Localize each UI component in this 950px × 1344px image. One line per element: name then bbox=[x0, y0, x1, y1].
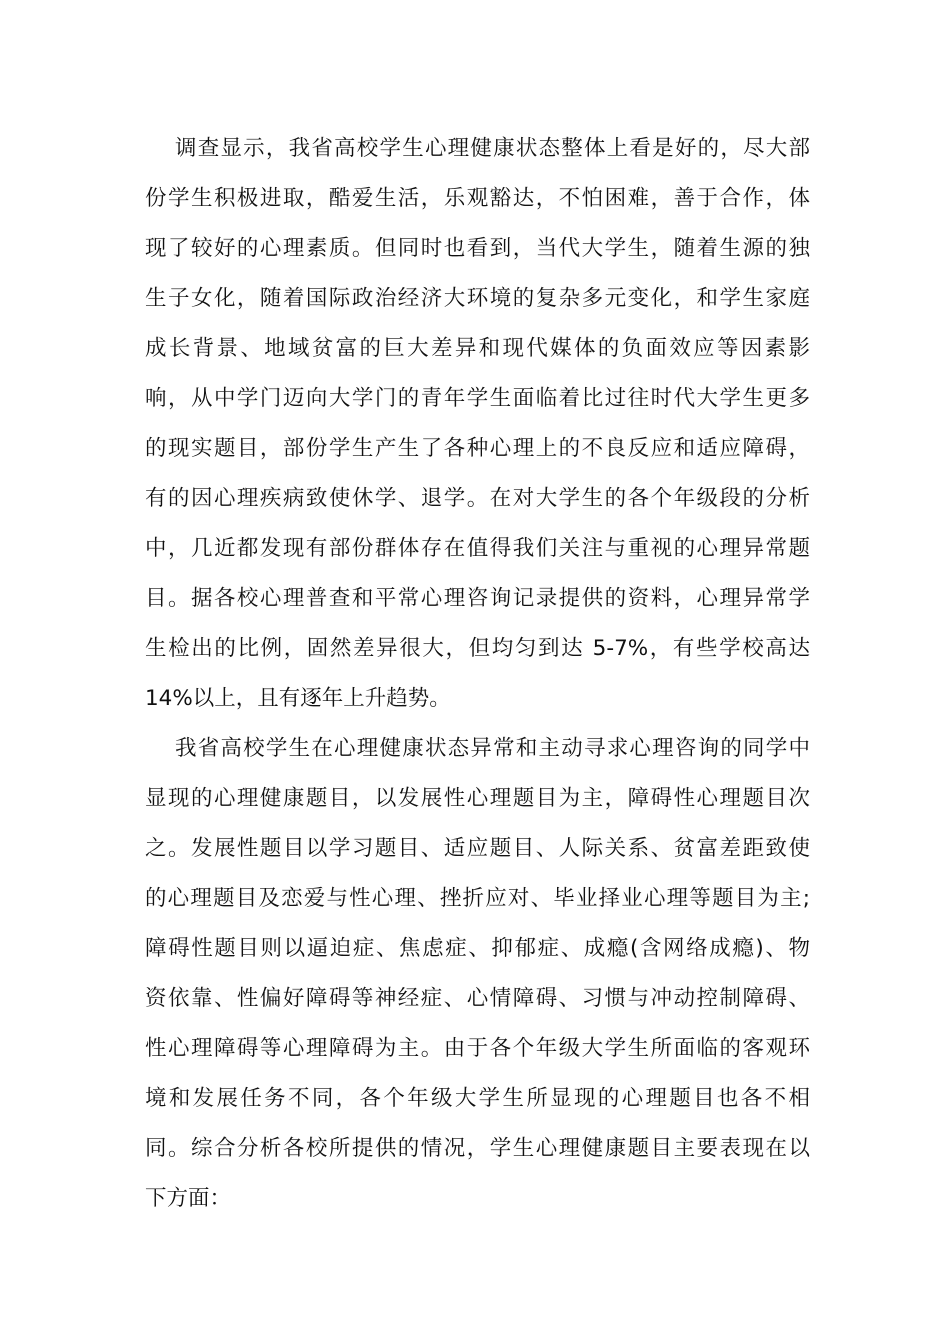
text-line: 调查显示，我省高校学生心理健康状态整体上看是好的，尽大部 bbox=[175, 136, 810, 161]
text-line: 生子女化，随着国际政治经济大环境的复杂多元变化，和学生家庭 bbox=[145, 286, 810, 311]
text-line: 障碍性题目则以逼迫症、焦虑症、抑郁症、成瘾(含网络成瘾)、物 bbox=[145, 936, 810, 961]
text-line: 14%以上，且有逐年上升趋势。 bbox=[145, 686, 451, 711]
text-line: 响，从中学门迈向大学门的青年学生面临着比过往时代大学生更多 bbox=[145, 386, 810, 411]
text-line: 境和发展任务不同，各个年级大学生所显现的心理题目也各不相 bbox=[145, 1086, 810, 1111]
body-text bbox=[145, 124, 810, 1224]
text-line: 现了较好的心理素质。但同时也看到，当代大学生，随着生源的独 bbox=[145, 236, 810, 261]
text-line: 性心理障碍等心理障碍为主。由于各个年级大学生所面临的客观环 bbox=[145, 1036, 810, 1061]
text-line: 有的因心理疾病致使休学、退学。在对大学生的各个年级段的分析 bbox=[145, 486, 810, 511]
text-line: 成长背景、地域贫富的巨大差异和现代媒体的负面效应等因素影 bbox=[145, 336, 810, 361]
text-line: 的心理题目及恋爱与性心理、挫折应对、毕业择业心理等题目为主; bbox=[145, 886, 810, 911]
text-line: 下方面： bbox=[145, 1186, 232, 1211]
text-line: 的现实题目，部份学生产生了各种心理上的不良反应和适应障碍， bbox=[145, 436, 810, 461]
text-line: 份学生积极进取，酷爱生活，乐观豁达，不怕困难，善于合作，体 bbox=[145, 186, 810, 211]
text-line: 同。综合分析各校所提供的情况，学生心理健康题目主要表现在以 bbox=[145, 1136, 810, 1161]
text-line: 目。据各校心理普查和平常心理咨询记录提供的资料，心理异常学 bbox=[145, 586, 810, 611]
paragraph-2 bbox=[145, 724, 810, 1224]
text-line: 生检出的比例，固然差异很大，但均匀到达 5-7%，有些学校高达 bbox=[145, 636, 810, 661]
text-line: 之。发展性题目以学习题目、适应题目、人际关系、贫富差距致使 bbox=[145, 836, 810, 861]
paragraph-1 bbox=[145, 124, 810, 724]
text-line: 中，几近都发现有部份群体存在值得我们关注与重视的心理异常题 bbox=[145, 536, 810, 561]
text-line: 资依靠、性偏好障碍等神经症、心情障碍、习惯与冲动控制障碍、 bbox=[145, 986, 810, 1011]
text-line: 显现的心理健康题目，以发展性心理题目为主，障碍性心理题目次 bbox=[145, 786, 810, 811]
text-line: 我省高校学生在心理健康状态异常和主动寻求心理咨询的同学中 bbox=[175, 736, 810, 761]
